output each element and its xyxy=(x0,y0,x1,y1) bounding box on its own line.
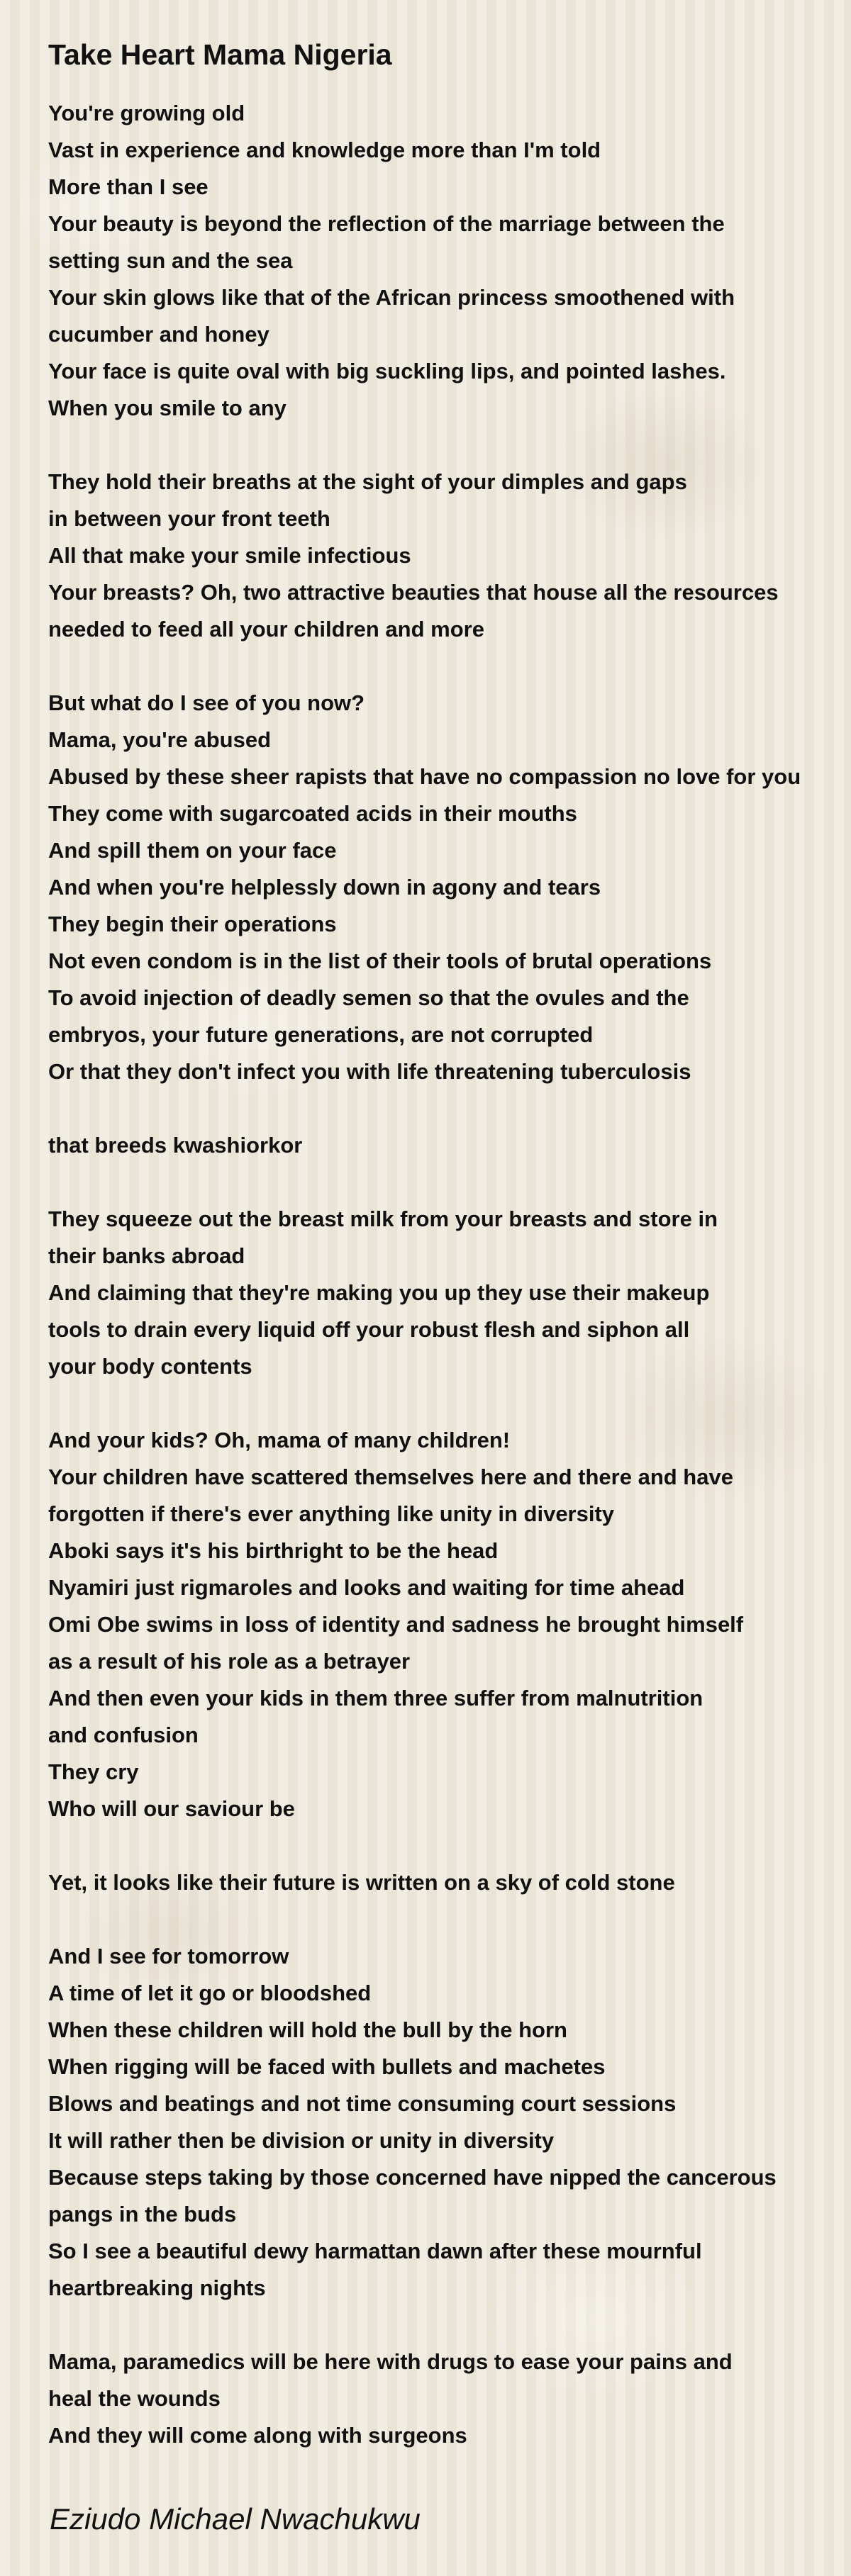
poem-line: cucumber and honey xyxy=(48,322,269,347)
poem-line: Your children have scattered themselves here and there and have xyxy=(48,1465,733,1489)
poem-line: heal the wounds xyxy=(48,2386,221,2411)
poem-line: tools to drain every liquid off your robust flesh and siphon all xyxy=(48,1317,690,1342)
poem-line: as a result of his role as a betrayer xyxy=(48,1649,411,1674)
poem-author: Eziudo Michael Nwachukwu xyxy=(50,2502,421,2536)
poem-line: Not even condom is in the list of their tools of brutal operations xyxy=(48,948,712,973)
poem-line: They squeeze out the breast milk from your breasts and store in xyxy=(48,1206,718,1231)
stanza xyxy=(48,1422,835,1827)
stanza xyxy=(48,464,835,648)
poem-line: Blows and beatings and not time consuming court sessions xyxy=(48,2091,677,2116)
poem-line: pangs in the buds xyxy=(48,2202,237,2227)
poem-line: that breeds kwashiorkor xyxy=(48,1133,303,1158)
poem-line: Your skin glows like that of the African princess smoothened with xyxy=(48,285,735,310)
poem-line: Your breasts? Oh, two attractive beauties that house all the resources xyxy=(48,580,779,605)
stanza xyxy=(48,1864,835,1901)
poem-line: Your face is quite oval with big suckling lips, and pointed lashes. xyxy=(48,359,726,383)
stanza xyxy=(48,95,835,427)
poem-line: Your beauty is beyond the reflection of the marriage between the xyxy=(48,211,725,236)
poem-line: Nyamiri just rigmaroles and looks and waiting for time ahead xyxy=(48,1575,685,1600)
poem-line: They begin their operations xyxy=(48,912,337,936)
poem-line: When you smile to any xyxy=(48,396,287,420)
poem-line: It will rather then be division or unity in diversity xyxy=(48,2128,555,2153)
poem-line: And then even your kids in them three suffer from malnutrition xyxy=(48,1686,703,1710)
poem-line: Aboki says it's his birthright to be the head xyxy=(48,1538,499,1563)
poem-line: heartbreaking nights xyxy=(48,2275,266,2300)
poem-line: their banks abroad xyxy=(48,1243,245,1268)
poem-line: your body contents xyxy=(48,1354,252,1379)
poem-line: Yet, it looks like their future is written on a sky of cold stone xyxy=(48,1870,675,1895)
poem-line: Because steps taking by those concerned have nipped the cancerous xyxy=(48,2165,777,2190)
poem-line: And I see for tomorrow xyxy=(48,1944,289,1969)
poem-line: And spill them on your face xyxy=(48,838,337,863)
poem-line: in between your front teeth xyxy=(48,506,330,531)
poem-line: More than I see xyxy=(48,174,208,199)
poem-line: When rigging will be faced with bullets and machetes xyxy=(48,2054,606,2079)
poem-line: Vast in experience and knowledge more than I'm told xyxy=(48,138,601,162)
poem-line: But what do I see of you now? xyxy=(48,690,365,715)
poem-line: All that make your smile infectious xyxy=(48,543,411,568)
poem-line: Who will our saviour be xyxy=(48,1796,295,1821)
stanza xyxy=(48,2343,835,2454)
poem-body xyxy=(48,95,835,2454)
poem-line: Omi Obe swims in loss of identity and sadness he brought himself xyxy=(48,1612,744,1637)
poem-line: Or that they don't infect you with life threatening tuberculosis xyxy=(48,1059,691,1084)
poem-line: When these children will hold the bull by the horn xyxy=(48,2017,567,2042)
poem-line: And claiming that they're making you up they use their makeup xyxy=(48,1280,710,1305)
poem-line: And your kids? Oh, mama of many children! xyxy=(48,1428,511,1452)
poem-line: You're growing old xyxy=(48,101,245,125)
stanza xyxy=(48,1938,835,2307)
poem-line: forgotten if there's ever anything like unity in diversity xyxy=(48,1501,615,1526)
stanza xyxy=(48,1201,835,1385)
poem-line: So I see a beautiful dewy harmattan dawn after these mournful xyxy=(48,2239,702,2263)
poem-line: Mama, you're abused xyxy=(48,727,272,752)
poem-line: A time of let it go or bloodshed xyxy=(48,1981,372,2005)
poem-line: They cry xyxy=(48,1759,139,1784)
poem-line: and confusion xyxy=(48,1723,199,1747)
poem-line: And when you're helplessly down in agony and tears xyxy=(48,875,601,900)
stanza xyxy=(48,685,835,1090)
poem-line: They hold their breaths at the sight of your dimples and gaps xyxy=(48,469,687,494)
stanza xyxy=(48,1127,835,1164)
poem-line: And they will come along with surgeons xyxy=(48,2423,467,2448)
poem-line: Mama, paramedics will be here with drugs to ease your pains and xyxy=(48,2349,733,2374)
poem-line: needed to feed all your children and more xyxy=(48,617,484,642)
poem-title: Take Heart Mama Nigeria xyxy=(48,38,392,71)
poem-line: setting sun and the sea xyxy=(48,248,293,273)
poem-line: Abused by these sheer rapists that have no compassion no love for you xyxy=(48,764,801,789)
poem-line: They come with sugarcoated acids in their mouths xyxy=(48,801,577,826)
poem-line: To avoid injection of deadly semen so that the ovules and the xyxy=(48,985,689,1010)
poem-line: embryos, your future generations, are not corrupted xyxy=(48,1022,594,1047)
